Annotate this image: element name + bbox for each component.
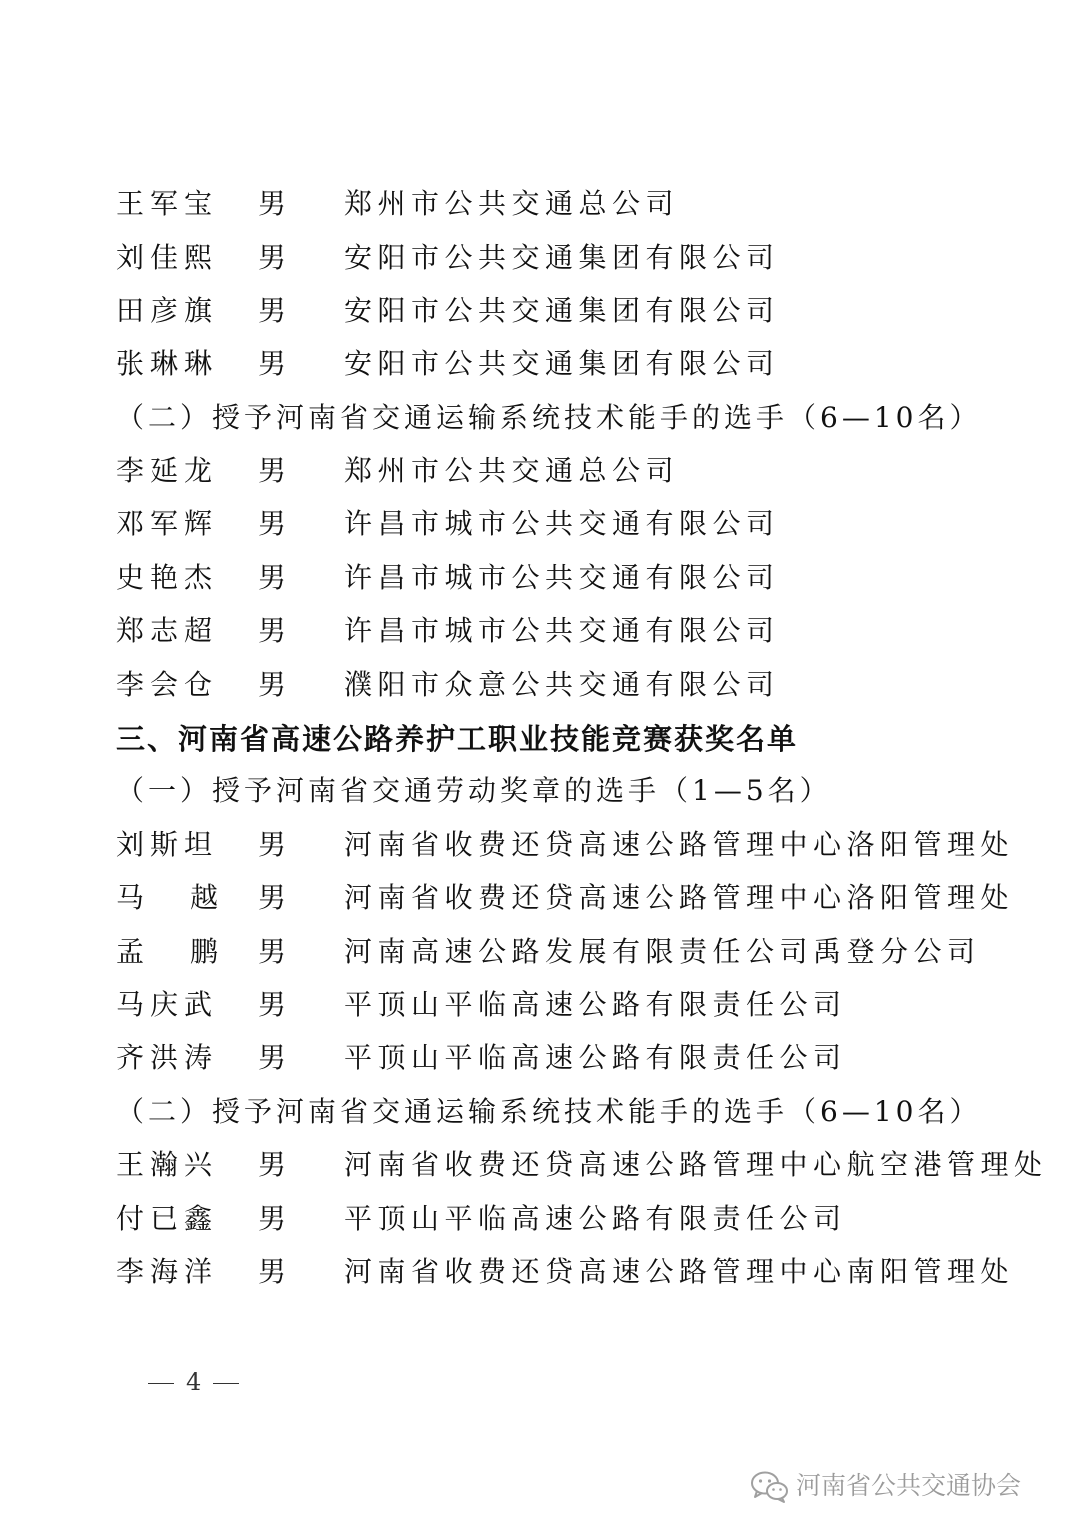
section-title: 三、河南省高速公路养护工职业技能竞赛获奖名单	[116, 722, 799, 756]
page-number-value: 4	[186, 1368, 202, 1396]
awardee-organization: 郑州市公共交通总公司	[344, 454, 680, 487]
awardee-name: 史艳杰	[116, 561, 219, 594]
awardee-name: 刘佳熙	[116, 241, 219, 274]
awardee-organization: 河南省收费还贷高速公路管理中心航空港管理处	[344, 1148, 1048, 1181]
awardee-gender: 男	[258, 347, 287, 380]
awardee-organization: 许昌市城市公共交通有限公司	[344, 614, 780, 647]
awardee-gender: 男	[258, 988, 287, 1021]
awardee-gender: 男	[258, 1041, 287, 1074]
awardee-name: 李海洋	[116, 1255, 219, 1288]
page-number-dash-left	[148, 1383, 174, 1384]
awardee-organization: 安阳市公共交通集团有限公司	[344, 347, 780, 380]
group-heading: （二）授予河南省交通运输系统技术能手的选手（6—10名）	[116, 401, 982, 434]
awardee-gender: 男	[258, 1148, 287, 1181]
watermark	[750, 1466, 1021, 1506]
page-number	[136, 1364, 251, 1400]
awardee-name: 张琳琳	[116, 347, 219, 380]
watermark-text: 河南省公共交通协会	[796, 1471, 1022, 1500]
awardee-gender: 男	[258, 935, 287, 968]
awardee-gender: 男	[258, 507, 287, 540]
wechat-icon	[750, 1470, 790, 1504]
awardee-gender: 男	[258, 614, 287, 647]
awardee-name: 齐洪涛	[116, 1041, 219, 1074]
group-heading: （一）授予河南省交通劳动奖章的选手（1—5名）	[116, 774, 832, 807]
awardee-gender: 男	[258, 241, 287, 274]
awardee-organization: 许昌市城市公共交通有限公司	[344, 507, 780, 540]
awardee-gender: 男	[258, 454, 287, 487]
awardee-gender: 男	[258, 294, 287, 327]
awardee-gender: 男	[258, 561, 287, 594]
awardee-organization: 郑州市公共交通总公司	[344, 187, 680, 220]
awardee-name: 王军宝	[116, 187, 219, 220]
awardee-organization: 河南高速公路发展有限责任公司禹登分公司	[344, 935, 981, 968]
awardee-organization: 河南省收费还贷高速公路管理中心洛阳管理处	[344, 881, 1015, 914]
page-number-dash-right	[213, 1383, 239, 1384]
awardee-name: 田彦旗	[116, 294, 219, 327]
awardee-name: 郑志超	[116, 614, 219, 647]
awardee-gender: 男	[258, 1255, 287, 1288]
awardee-name: 李延龙	[116, 454, 219, 487]
awardee-organization: 平顶山平临高速公路有限责任公司	[344, 1041, 847, 1074]
awardee-name: 付已鑫	[116, 1202, 219, 1235]
awardee-organization: 濮阳市众意公共交通有限公司	[344, 668, 780, 701]
awardee-organization: 安阳市公共交通集团有限公司	[344, 294, 780, 327]
awardee-gender: 男	[258, 881, 287, 914]
awardee-organization: 平顶山平临高速公路有限责任公司	[344, 1202, 847, 1235]
awardee-name: 孟鹏	[116, 935, 265, 968]
awardee-gender: 男	[258, 828, 287, 861]
group-heading: （二）授予河南省交通运输系统技术能手的选手（6—10名）	[116, 1095, 982, 1128]
awardee-name: 王瀚兴	[116, 1148, 219, 1181]
awardee-gender: 男	[258, 1202, 287, 1235]
awardee-organization: 许昌市城市公共交通有限公司	[344, 561, 780, 594]
awardee-organization: 河南省收费还贷高速公路管理中心洛阳管理处	[344, 828, 1015, 861]
awardee-gender: 男	[258, 668, 287, 701]
awardee-gender: 男	[258, 187, 287, 220]
awardee-organization: 安阳市公共交通集团有限公司	[344, 241, 780, 274]
awardee-organization: 平顶山平临高速公路有限责任公司	[344, 988, 847, 1021]
awardee-organization: 河南省收费还贷高速公路管理中心南阳管理处	[344, 1255, 1015, 1288]
awardee-name: 马庆武	[116, 988, 219, 1021]
awardee-name: 邓军辉	[116, 507, 219, 540]
awardee-name: 李会仓	[116, 668, 219, 701]
awardee-name: 刘斯坦	[116, 828, 219, 861]
awardee-name: 马越	[116, 881, 265, 914]
